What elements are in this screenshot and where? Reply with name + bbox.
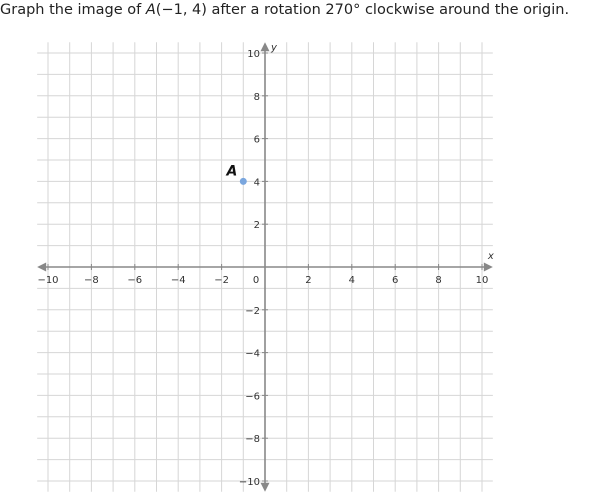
x-axis-arrow-right [484,263,493,272]
question-point-coords: (−1, 4) [155,2,207,18]
y-axis-arrow-up [261,42,270,51]
x-tick-label: −8 [84,275,99,286]
x-axis-label: x [487,251,494,262]
x-tick-label: 6 [392,275,399,286]
question-prefix: Graph the image of [0,2,146,18]
y-tick-label: 2 [253,220,260,232]
y-tick-label: −4 [245,348,260,360]
point-a[interactable] [240,178,247,185]
question-suffix: after a rotation 270° clockwise around the origin. [206,2,570,18]
y-tick-label: −6 [245,391,260,403]
x-tick-label: 4 [348,275,355,286]
x-tick-label: −4 [170,275,186,286]
y-tick-label: 6 [253,134,260,146]
point-a-label: A [226,163,238,180]
origin-label: 0 [252,275,260,286]
y-axis-arrow-down [261,483,270,492]
y-tick-label: 8 [253,91,260,103]
x-tick-label: 10 [475,275,489,286]
y-axis-label: y [271,42,277,54]
question-point-name: A [145,2,156,18]
x-tick-label: 8 [435,275,442,286]
x-tick-label: −2 [214,275,229,286]
axes [37,42,493,491]
y-tick-label: −8 [245,434,260,446]
x-tick-label: −6 [127,275,143,286]
x-axis-arrow-left [37,263,46,272]
x-tick-label: −10 [37,275,59,286]
y-tick-label: −10 [238,477,260,488]
y-tick-label: 10 [247,49,260,60]
y-tick-label: 4 [253,177,260,189]
x-tick-label: 2 [305,275,312,286]
y-tick-label: −2 [245,305,260,317]
